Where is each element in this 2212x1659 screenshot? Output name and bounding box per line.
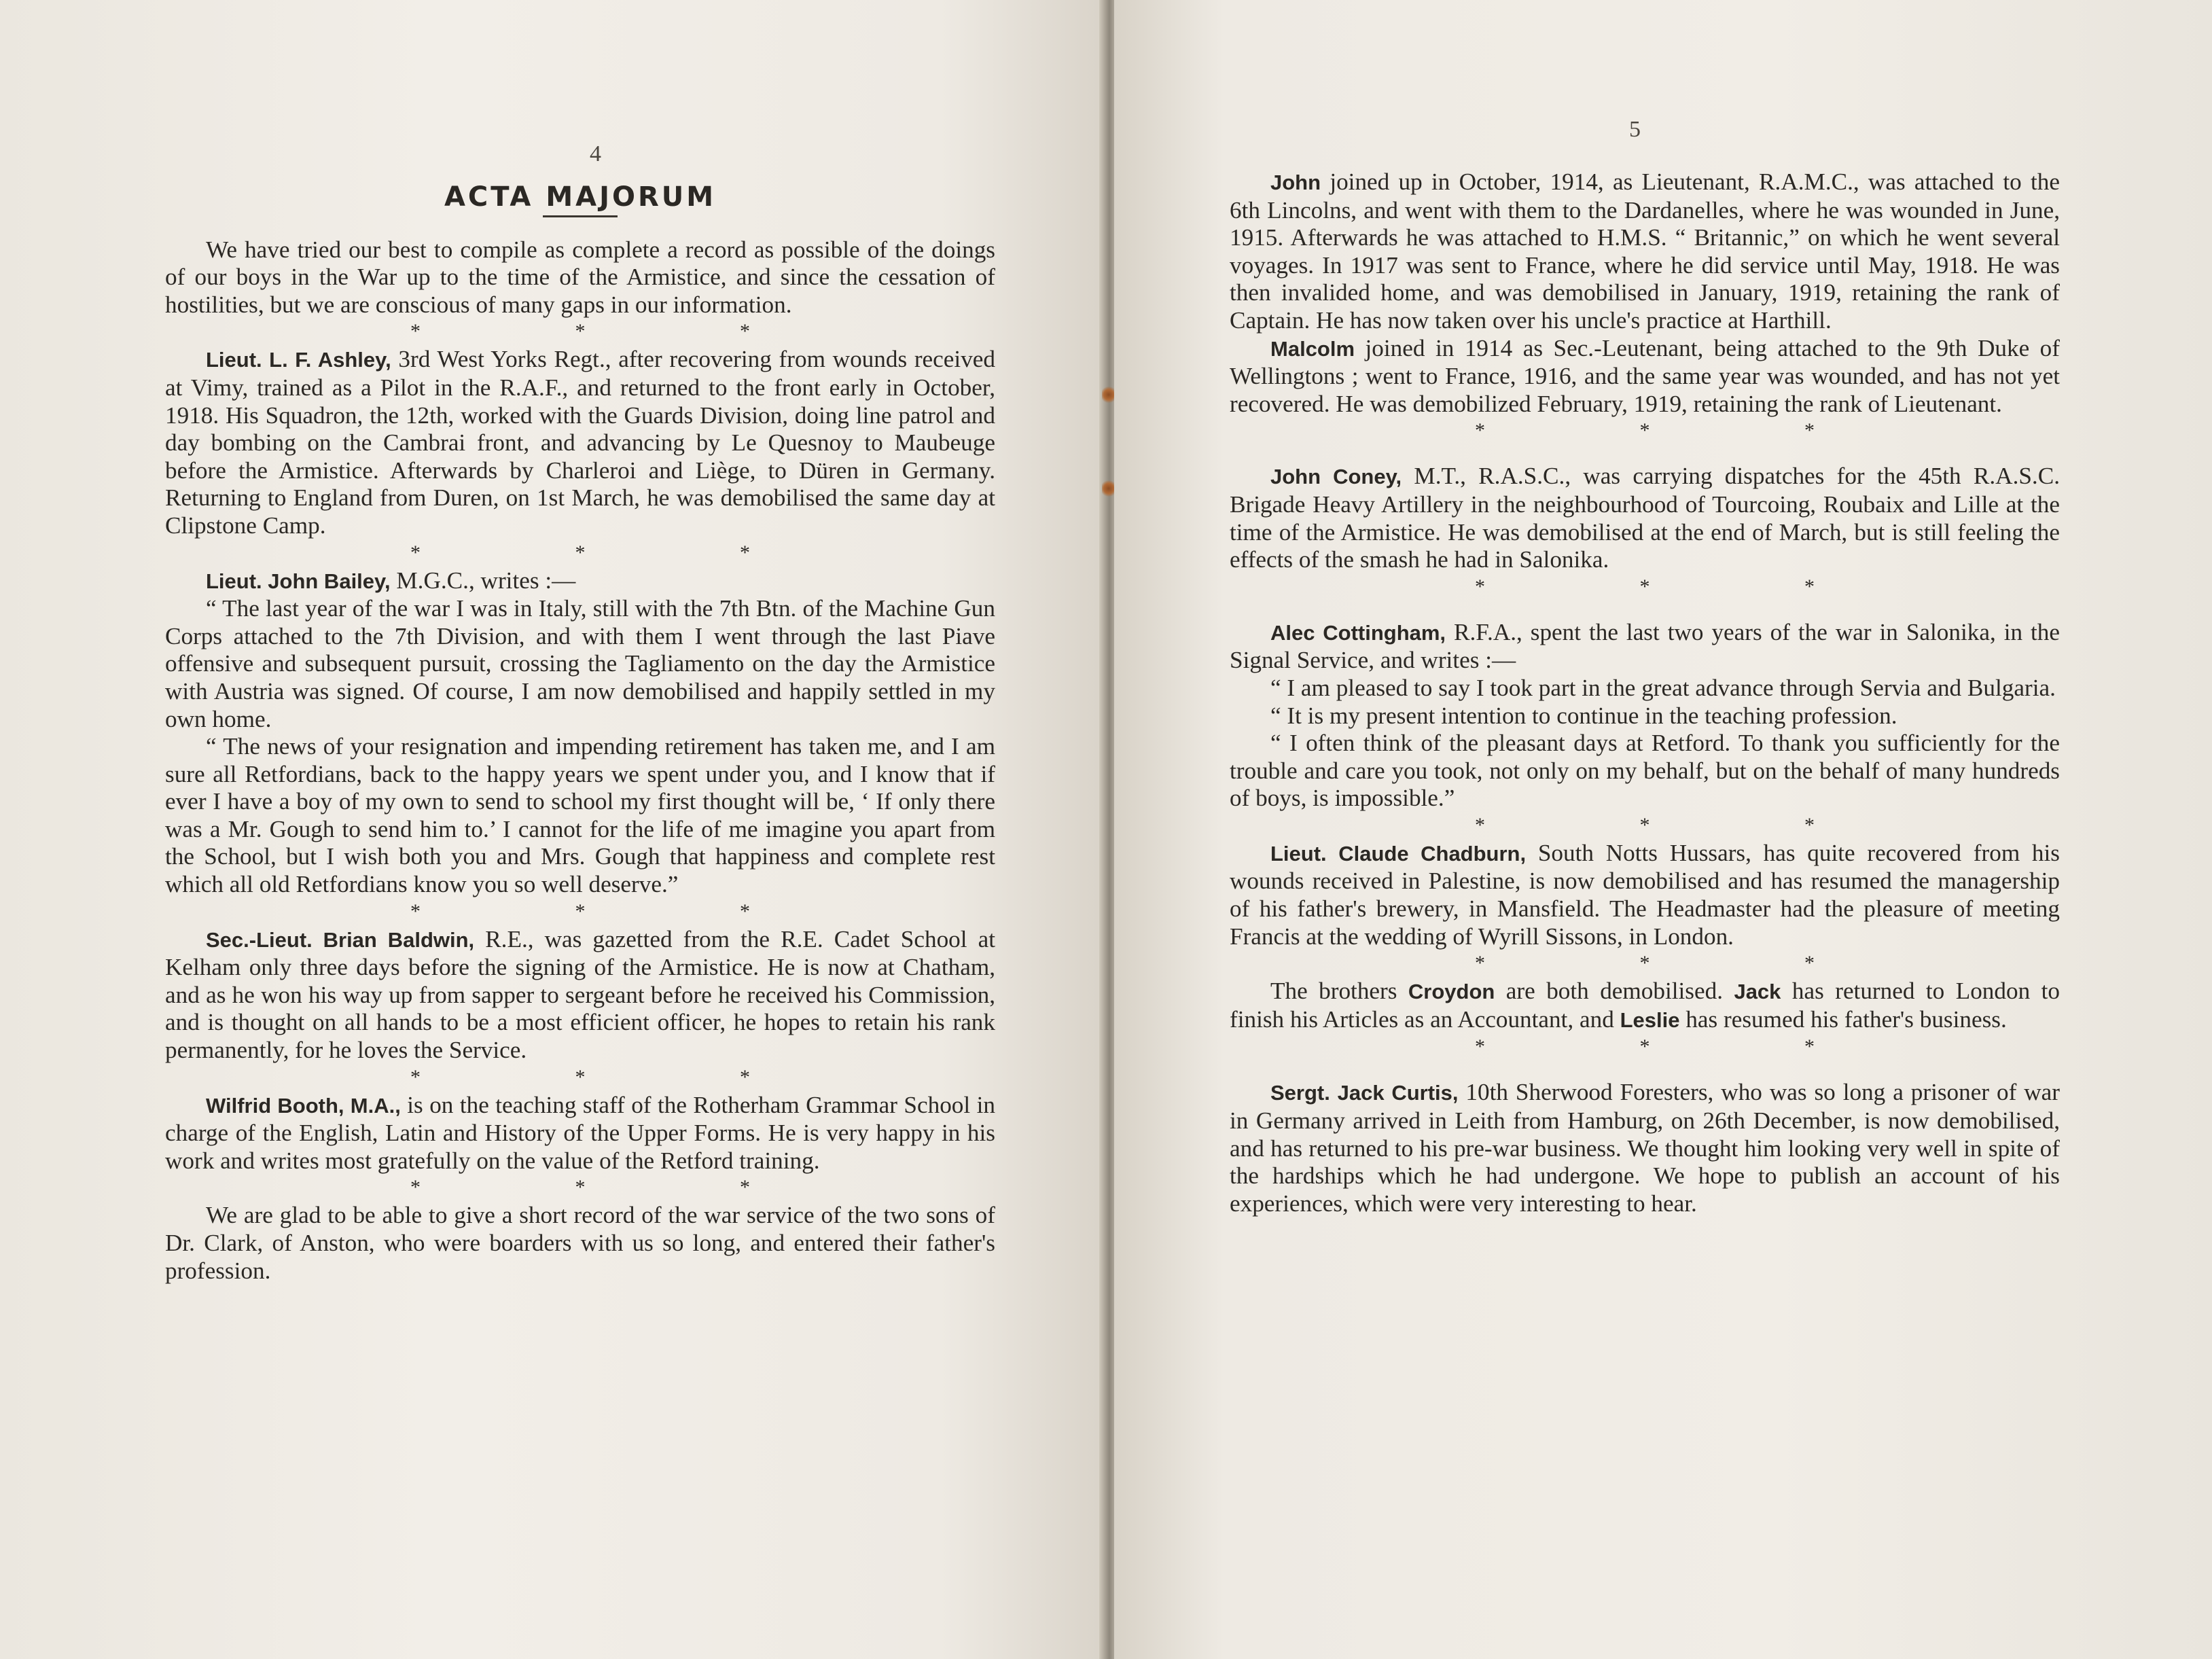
entry-cottingham [1230, 619, 2060, 675]
entry-text: has resumed his father's business. [1679, 1005, 2007, 1033]
entry-name: Lieut. L. F. Ashley, [206, 348, 391, 372]
entry-malcolm-clark [1230, 335, 2060, 418]
left-column [165, 183, 995, 1285]
entry-name: Sergt. Jack Curtis, [1270, 1081, 1459, 1105]
entry-text: South Notts Hussars, has quite recovered from his wounds received in Palestine, is now demobilised and has resumed the managership of his father's brewery, in Mansfield. The Headmaster had the pleasure of meeting Francis at the wedding of Wyrill Sissons, in London. [1230, 839, 2060, 950]
section-separator: * * * [410, 899, 825, 923]
entry-text: joined up in October, 1914, as Lieutenant, R.A.M.C., was attached to the 6th Lincolns, and went with them to the Dardanelles, where he was wounded in June, 1915. Afterwards he was attached to H.M.S. “ Britannic,” on which he went several voyages. In 1917 was sent to France, where he did service until May, 1918. He was then invalided home, and was demobilised in January, 1919, retaining the rank of Captain. He has now taken over his uncle's practice at Harthill. [1230, 168, 2060, 334]
entry-baldwin [165, 926, 995, 1065]
entry-name: Alec Cottingham, [1270, 620, 1446, 645]
entry-name: Sec.-Lieut. Brian Baldwin, [206, 927, 475, 952]
section-separator: * * * [410, 320, 825, 343]
entry-bailey-quote-2: “ The news of your resignation and impending retirement has taken me, and I am sure all Retfordians, back to the happy years we spent under you, and I know that if ever I have a boy of my own to send to school my first thought will be, ‘ If only there was a Mr. Gough to send him to.’ I cannot for the life of me imagine you apart from the School, but I wish both you and Mrs. Gough that happiness and complete rest which all old Retfordians know you so well deserve.” [165, 733, 995, 898]
section-separator: * * * [1475, 813, 1889, 836]
entry-name: John [1270, 171, 1321, 194]
entry-chadburn [1230, 840, 2060, 950]
entry-name: Croydon [1408, 980, 1495, 1004]
entry-text: M.T., R.A.S.C., was carrying dispatches for the 45th R.A.S.C. Brigade Heavy Artillery in the neighbourhood of Tourcoing, Roubaix and Lille at the time of the Armistice. He was demobilised at the end of March, but is still feeling the effects of the smash he had in Salonika. [1230, 463, 2060, 573]
entry-bailey-quote-1: “ The last year of the war I was in Italy, still with the 7th Btn. of the Machine Gun Corps attached to the 7th Division, and with them I went through the last Piave offensive and subsequent pursuit, crossing the Tagliamento on the day the Armistice with Austria was signed. Of course, I am now demobilised and happily settled in my own home. [165, 595, 995, 732]
entry-text: has returned to London to finish his Articles as an Accountant, and [1230, 978, 2060, 1033]
entry-text: M.G.C., writes :— [390, 567, 576, 594]
entry-name: Leslie [1620, 1007, 1680, 1032]
entry-booth [165, 1092, 995, 1175]
page-title: ACTA MAJORUM [444, 181, 717, 213]
title-underline [543, 215, 618, 217]
entry-cottingham-quote-1: “ I am pleased to say I took part in the great advance through Servia and Bulgaria. [1270, 674, 2056, 701]
spacer [1230, 445, 2060, 463]
entry-bailey [165, 567, 995, 596]
entry-text: 10th Sherwood Foresters, who was so long a prisoner of war in Germany arrived in Leith from Hamburg, on 26th December, is now demobilised, and has returned to his pre-war business. We thought him looking very well in spite of the hardships which he had undergone. We hope to publish an account of his experiences, which were very interesting to hear. [1230, 1079, 2060, 1217]
staple-rust-mark [1102, 480, 1116, 497]
right-page [1114, 0, 2212, 1659]
entry-text: is on the teaching staff of the Rotherham Grammar School in charge of the English, Latin and History of the Upper Forms. He is very happy in his work and writes most gratefully on the value of the Retford training. [165, 1091, 995, 1174]
entry-croydon [1230, 978, 2060, 1034]
entry-name: Wilfrid Booth, M.A., [206, 1093, 401, 1118]
section-separator: * * * [1475, 575, 1889, 598]
entry-text: The brothers [1270, 978, 1408, 1005]
section-separator: * * * [1475, 419, 1889, 442]
entry-text: R.F.A., spent the last two years of the war in Salonika, in the Signal Service, and writes :— [1230, 618, 2061, 674]
entry-name: Jack [1734, 980, 1781, 1004]
section-separator: * * * [410, 1065, 825, 1088]
entry-curtis [1230, 1079, 2060, 1217]
entry-name: Lieut. John Bailey, [206, 569, 391, 593]
entry-clark-intro: We are glad to be able to give a short record of the war service of the two sons of Dr. Clark, of Anston, who were boarders with us so long, and entered their father's profession. [165, 1202, 995, 1284]
entry-text: are both demobilised. [1495, 978, 1734, 1005]
right-column [1230, 168, 2060, 1217]
entry-text: joined in 1914 as Sec.-Leutenant, being attached to the 9th Duke of Wellingtons ; went to France, 1916, and the same year was wounded, and has not yet recovered. He was demobilized February, 1919, retaining the rank of Lieutenant. [1230, 334, 2060, 417]
page-number: 4 [590, 141, 601, 166]
entry-cottingham-quote-3: “ I often think of the pleasant days at Retford. To thank you sufficiently for the trouble and care you took, not only on my behalf, but on the behalf of many hundreds of boys, is impossible.” [1230, 730, 2060, 812]
entry-text: R.E., was gazetted from the R.E. Cadet School at Kelham only three days before the signing of the Armistice. He is now at Chatham, and as he won his way up from sapper to sergeant before he received his Commission, and is thought on all hands to be a most efficient officer, he hopes to retain his rank permanently, for he loves the Service. [165, 925, 995, 1064]
page-number: 5 [1629, 117, 1641, 142]
intro-paragraph: We have tried our best to compile as complete a record as possible of the doings of our boys in the War up to the time of the Armistice, and since the cessation of hostilities, but we are conscious of many gaps in our information. [165, 236, 995, 318]
entry-name: John Coney, [1270, 465, 1402, 489]
entry-ashley [165, 346, 995, 539]
staple-rust-mark [1102, 386, 1116, 404]
entry-cottingham-quote-2: “ It is my present intention to continue in the teaching profession. [1270, 702, 1897, 729]
section-separator: * * * [1475, 952, 1889, 975]
entry-name: Malcolm [1270, 336, 1355, 361]
entry-text: 3rd West Yorks Regt., after recovering from wounds received at Vimy, trained as a Pilot in the R.A.F., and returned to the front early in October, 1918. His Squadron, the 12th, worked with the Guards Division, doing line patrol and day bombing on the Cambrai front, and advancing by Le Quesnoy to Maubeuge before the Armistice. Afterwards by Charleroi and Liège, to Düren in Germany. Returning to England from Duren, on 1st March, he was demobilised the same day at Clipstone Camp. [165, 346, 995, 539]
section-separator: * * * [410, 541, 825, 564]
section-separator: * * * [1475, 1035, 1889, 1058]
section-separator: * * * [410, 1176, 825, 1199]
entry-name: Lieut. Claude Chadburn, [1270, 841, 1527, 866]
spacer [1230, 601, 2060, 619]
spacer [1230, 1061, 2060, 1079]
entry-john-clark [1230, 168, 2060, 335]
entry-coney [1230, 463, 2060, 573]
